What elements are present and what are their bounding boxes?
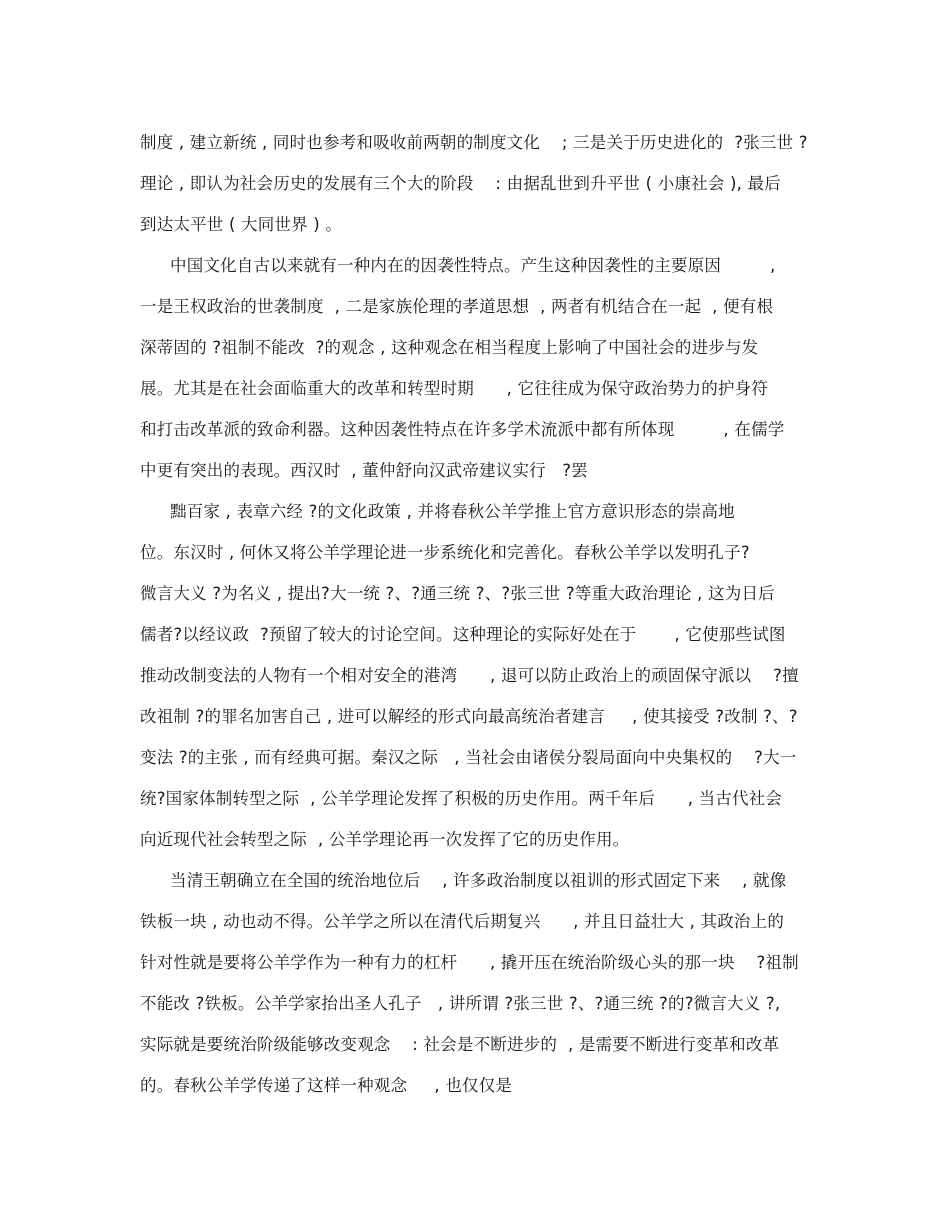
text-line: 变法 ?的主张 , 而有经典可据。秦汉之际 , 当社会由诸侯分裂局面向中央集权的 ?大一 (140, 748, 797, 767)
text-line: 儒者?以经议政 ?预留了较大的讨论空间。这种理论的实际好处在于 , 它使那些试图 (140, 625, 786, 644)
text-line: 不能改 ?铁板。公羊学家抬出圣人孔子 , 讲所谓 ?张三世 ?、?通三统 ?的?微言大义 ?, (140, 994, 781, 1013)
text-line: 和打击改革派的致命利器。这种因袭性特点在许多学术流派中都有所体现 , 在儒学 (140, 420, 785, 439)
text-line: 理论 , 即认为社会历史的发展有三个大的阶段 : 由据乱世到升平世 ( 小康社会 ), 最后 (140, 174, 781, 193)
text-line: 展。尤其是在社会面临重大的改革和转型时期 , 它往往成为保守政治势力的护身符 (140, 379, 769, 398)
text-line: 统?国家体制转型之际 , 公羊学理论发挥了积极的历史作用。两千年后 , 当古代社会 (140, 789, 783, 808)
text-line: 到达太平世 ( 大同世界 ) 。 (140, 215, 343, 234)
text-line: 位。东汉时 , 何休又将公羊学理论进一步系统化和完善化。春秋公羊学以发明孔子? (140, 543, 750, 562)
text-line: 改祖制 ?的罪名加害自己 , 进可以解经的形式向最高统治者建言 , 使其接受 ?改制 ?、? (140, 707, 798, 726)
text-line: 中更有突出的表现。西汉时 , 董仲舒向汉武帝建议实行 ?罢 (140, 461, 588, 480)
text-line: 向近现代社会转型之际 , 公羊学理论再一次发挥了它的历史作用。 (140, 830, 630, 849)
text-line: 的。春秋公羊学传递了这样一种观念 , 也仅仅是 (140, 1076, 513, 1095)
text-line: 制度 , 建立新统 , 同时也参考和吸收前两朝的制度文化 ; 三是关于历史进化的 ?张三世 ? (140, 133, 808, 152)
text-line: 深蒂固的 ?祖制不能改 ?的观念 , 这种观念在相当程度上影响了中国社会的进步与发 (140, 338, 759, 357)
text-line: 实际就是要统治阶级能够改变观念 : 社会是不断进步的 , 是需要不断进行变革和改革 (140, 1035, 780, 1054)
paragraph-first-line: 黜百家 , 表章六经 ?的文化政策 , 并将春秋公羊学推上官方意识形态的崇高地 (170, 502, 735, 521)
paragraph-first-line: 中国文化自古以来就有一种内在的因袭性特点。产生这种因袭性的主要原因 , (170, 256, 776, 275)
text-line: 针对性就是要将公羊学作为一种有力的杠杆 , 撬开压在统治阶级心头的那一块 ?祖制 (140, 953, 799, 972)
text-line: 铁板一块 , 动也动不得。公羊学之所以在清代后期复兴 , 并且日益壮大 , 其政治上的 (140, 912, 785, 931)
paragraph-first-line: 当清王朝确立在全国的统治地位后 , 许多政治制度以祖训的形式固定下来 , 就像 (170, 871, 787, 890)
text-line: 微言大义 ?为名义 , 提出?大一统 ?、?通三统 ?、?张三世 ?等重大政治理论 , 这为日后 (140, 584, 775, 603)
text-line: 推动改制变法的人物有一个相对安全的港湾 , 退可以防止政治上的顽固保守派以 ?擅 (140, 666, 799, 685)
text-line: 一是王权政治的世袭制度 , 二是家族伦理的孝道思想 , 两者有机结合在一起 , 便有根 (140, 297, 774, 316)
